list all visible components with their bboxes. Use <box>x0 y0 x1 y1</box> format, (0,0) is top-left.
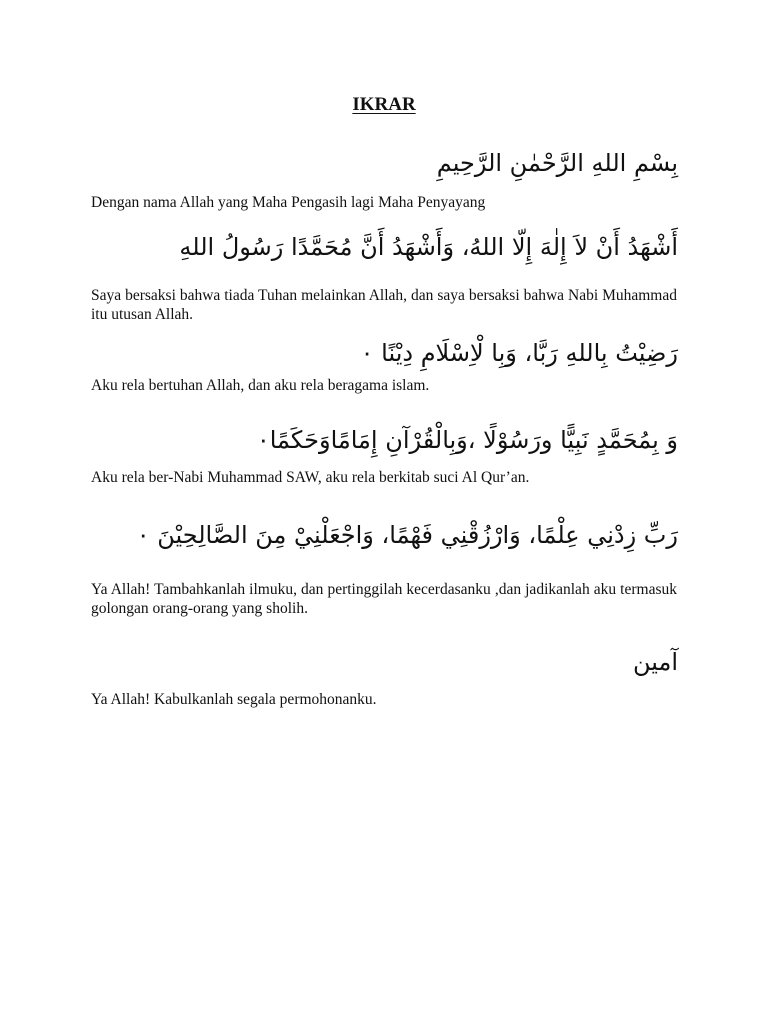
translation-rabbi-zidni: Ya Allah! Tambahkanlah ilmuku, dan pertinggilah kecerdasanku ,dan jadikanlah aku termasuk golongan orang-orang yang sholih. <box>91 581 677 617</box>
translation-radhitu: Aku rela bertuhan Allah, dan aku rela beragama islam. <box>91 377 430 394</box>
document-title: IKRAR <box>352 94 416 115</box>
translation-muhammad: Aku rela ber-Nabi Muhammad SAW, aku rela berkitab suci Al Qur’an. <box>91 469 530 486</box>
arabic-muhammad: وَ بِمُحَمَّدٍ نَبِيًّا ورَسُوْلًا ،وَبِالْقُرْآنِ إِمَامًاوَحَكَمًا٠ <box>256 426 678 454</box>
arabic-amin: آمين <box>632 648 678 676</box>
translation-shahada: Saya bersaksi bahwa tiada Tuhan melainkan Allah, dan saya bersaksi bahwa Nabi Muhammad itu utusan Allah. <box>91 287 677 323</box>
translation-amin: Ya Allah! Kabulkanlah segala permohonanku. <box>91 691 377 708</box>
translation-basmala: Dengan nama Allah yang Maha Pengasih lagi Maha Penyayang <box>91 194 486 211</box>
arabic-basmala: بِسْمِ اللهِ الرَّحْمٰنِ الرَّحِيمِ <box>436 149 678 177</box>
arabic-shahada: أَشْهَدُ أَنْ لاَ إِلٰهَ إِلّا اللهُ، وَأَشْهَدُ أَنَّ مُحَمَّدًا رَسُولُ اللهِ <box>179 233 678 261</box>
arabic-rabbi-zidni: رَبِّ زِدْنِي عِلْمًا، وَارْزُقْنِي فَهْمًا، وَاجْعَلْنِيْ مِنَ الصَّالِحِيْنَ ٠ <box>136 521 678 549</box>
arabic-radhitu: رَضِيْتُ بِاللهِ رَبَّا، وَبِا لْاِسْلَامِ دِيْنًا ٠ <box>360 339 678 367</box>
